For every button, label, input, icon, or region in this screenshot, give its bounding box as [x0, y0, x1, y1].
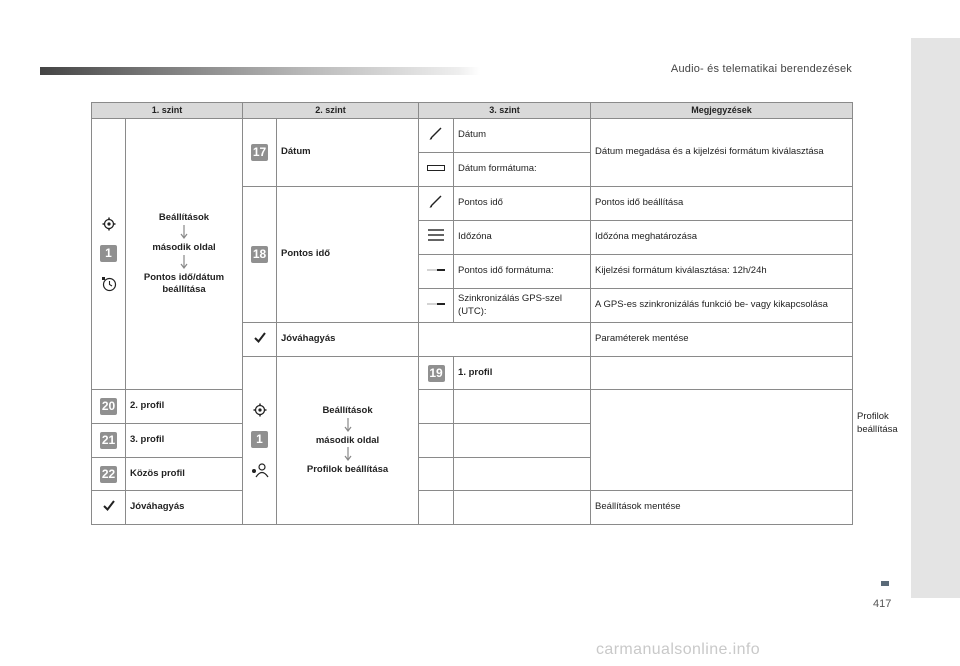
header-gradient-bar	[40, 67, 480, 75]
badge-cell	[92, 390, 126, 424]
icon-cell	[419, 119, 454, 153]
header-level3: 3. szint	[419, 103, 591, 119]
header-level2: 2. szint	[243, 103, 419, 119]
arrow-down-icon	[179, 255, 189, 269]
badge-cell	[92, 458, 126, 491]
confirm-note: Paraméterek mentése	[591, 323, 853, 357]
page-marker	[881, 581, 889, 586]
step-badge-22: 22	[101, 466, 116, 481]
header-level1: 1. szint	[92, 103, 243, 119]
checkmark-icon	[254, 332, 266, 343]
icon-cell	[419, 221, 454, 255]
section2-nav	[277, 357, 419, 525]
badge-cell	[419, 357, 454, 390]
badge-cell	[92, 424, 126, 458]
step-badge-1: 1	[100, 245, 117, 262]
time-format-label[interactable]: Pontos idő formátuma:	[454, 255, 591, 289]
icon-cell	[243, 323, 277, 357]
nav-step-time-date: Pontos idő/dátum beállítása	[143, 272, 225, 295]
time-row-label[interactable]: Pontos idő	[454, 187, 591, 221]
gear-icon	[102, 217, 116, 231]
profile-icon	[251, 462, 269, 478]
checkmark-icon	[103, 500, 115, 511]
profile-3-label[interactable]: 3. profil	[126, 424, 243, 458]
section2-icons	[243, 357, 277, 525]
arrow-down-icon	[343, 418, 353, 432]
empty-cell	[419, 458, 454, 491]
table-row	[92, 424, 853, 458]
table-row	[92, 119, 853, 153]
pencil-icon	[429, 194, 443, 208]
empty-cell	[454, 458, 591, 491]
nav-step-profiles: Profilok beállítása	[306, 464, 389, 476]
timezone-label[interactable]: Időzóna	[454, 221, 591, 255]
confirm-label[interactable]: Jóváhagyás	[277, 323, 419, 357]
empty-cell	[419, 323, 591, 357]
time-row-note: Pontos idő beállítása	[591, 187, 853, 221]
time-label[interactable]: Pontos idő	[277, 187, 419, 323]
nav-step-second-page: második oldal	[152, 242, 216, 254]
header-notes: Megjegyzések	[591, 103, 853, 119]
toggle-icon	[427, 301, 445, 307]
nav-step-second-page: második oldal	[315, 434, 380, 446]
icon-cell	[419, 153, 454, 187]
table-header-row	[92, 103, 853, 119]
pencil-icon	[429, 126, 443, 140]
gps-sync-note: A GPS-es szinkronizálás funkció be- vagy kikapcsolása	[591, 289, 853, 323]
table-row	[92, 458, 853, 491]
settings-table	[91, 102, 898, 525]
date-note: Dátum megadása és a kijelzési formátum kiválasztása	[591, 119, 853, 187]
step-badge-17: 17	[252, 145, 267, 159]
empty-cell	[419, 390, 454, 424]
badge-cell	[243, 119, 277, 187]
shared-profile-label[interactable]: Közös profil	[126, 458, 243, 491]
gear-icon	[253, 403, 267, 417]
toggle-icon	[427, 267, 445, 273]
list-icon	[428, 229, 444, 241]
timezone-note: Időzóna meghatározása	[591, 221, 853, 255]
step-badge-20: 20	[101, 399, 116, 413]
format-bar-icon	[427, 165, 445, 171]
nav-step-settings: Beállítások	[322, 404, 373, 416]
icon-cell	[419, 187, 454, 221]
empty-cell	[454, 424, 591, 458]
badge-cell	[243, 187, 277, 323]
arrow-down-icon	[179, 225, 189, 239]
icon-cell	[92, 491, 126, 525]
step-badge-18: 18	[252, 247, 267, 261]
page-header-title: Audio- és telematikai berendezések	[670, 63, 852, 75]
watermark: carmanualsonline.info	[596, 641, 761, 658]
page-number: 417	[873, 598, 892, 610]
arrow-down-icon	[343, 447, 353, 461]
step-badge-21: 21	[101, 433, 116, 447]
step-badge-1: 1	[251, 431, 268, 448]
empty-cell	[419, 424, 454, 458]
table-row	[92, 491, 853, 525]
confirm-note: Beállítások mentése	[591, 491, 853, 525]
empty-cell	[454, 491, 591, 525]
gps-sync-label[interactable]: Szinkronizálás GPS-szel (UTC):	[454, 289, 591, 323]
confirm-label[interactable]: Jóváhagyás	[126, 491, 243, 525]
empty-cell	[454, 390, 591, 424]
side-strip	[911, 38, 960, 598]
table-row: 1 Beállítások második oldal Profilok beállítása 19 1. profil Profilok beállítása	[92, 357, 853, 390]
icon-cell	[419, 289, 454, 323]
section1-icons	[92, 119, 126, 390]
nav-step-settings: Beállítások	[158, 212, 210, 224]
date-row-label[interactable]: Dátum	[454, 119, 591, 153]
icon-cell	[419, 255, 454, 289]
date-label[interactable]: Dátum	[277, 119, 419, 187]
empty-cell	[591, 357, 853, 390]
date-format-label[interactable]: Dátum formátuma:	[454, 153, 591, 187]
section1-nav	[126, 119, 243, 390]
clock-icon	[101, 276, 117, 292]
empty-cell	[419, 491, 454, 525]
table-row	[92, 390, 853, 424]
profile-1-label[interactable]: 1. profil	[454, 357, 591, 390]
step-badge-19: 19	[429, 365, 443, 380]
profile-2-label[interactable]: 2. profil	[126, 390, 243, 424]
time-format-note: Kijelzési formátum kiválasztása: 12h/24h	[591, 255, 853, 289]
